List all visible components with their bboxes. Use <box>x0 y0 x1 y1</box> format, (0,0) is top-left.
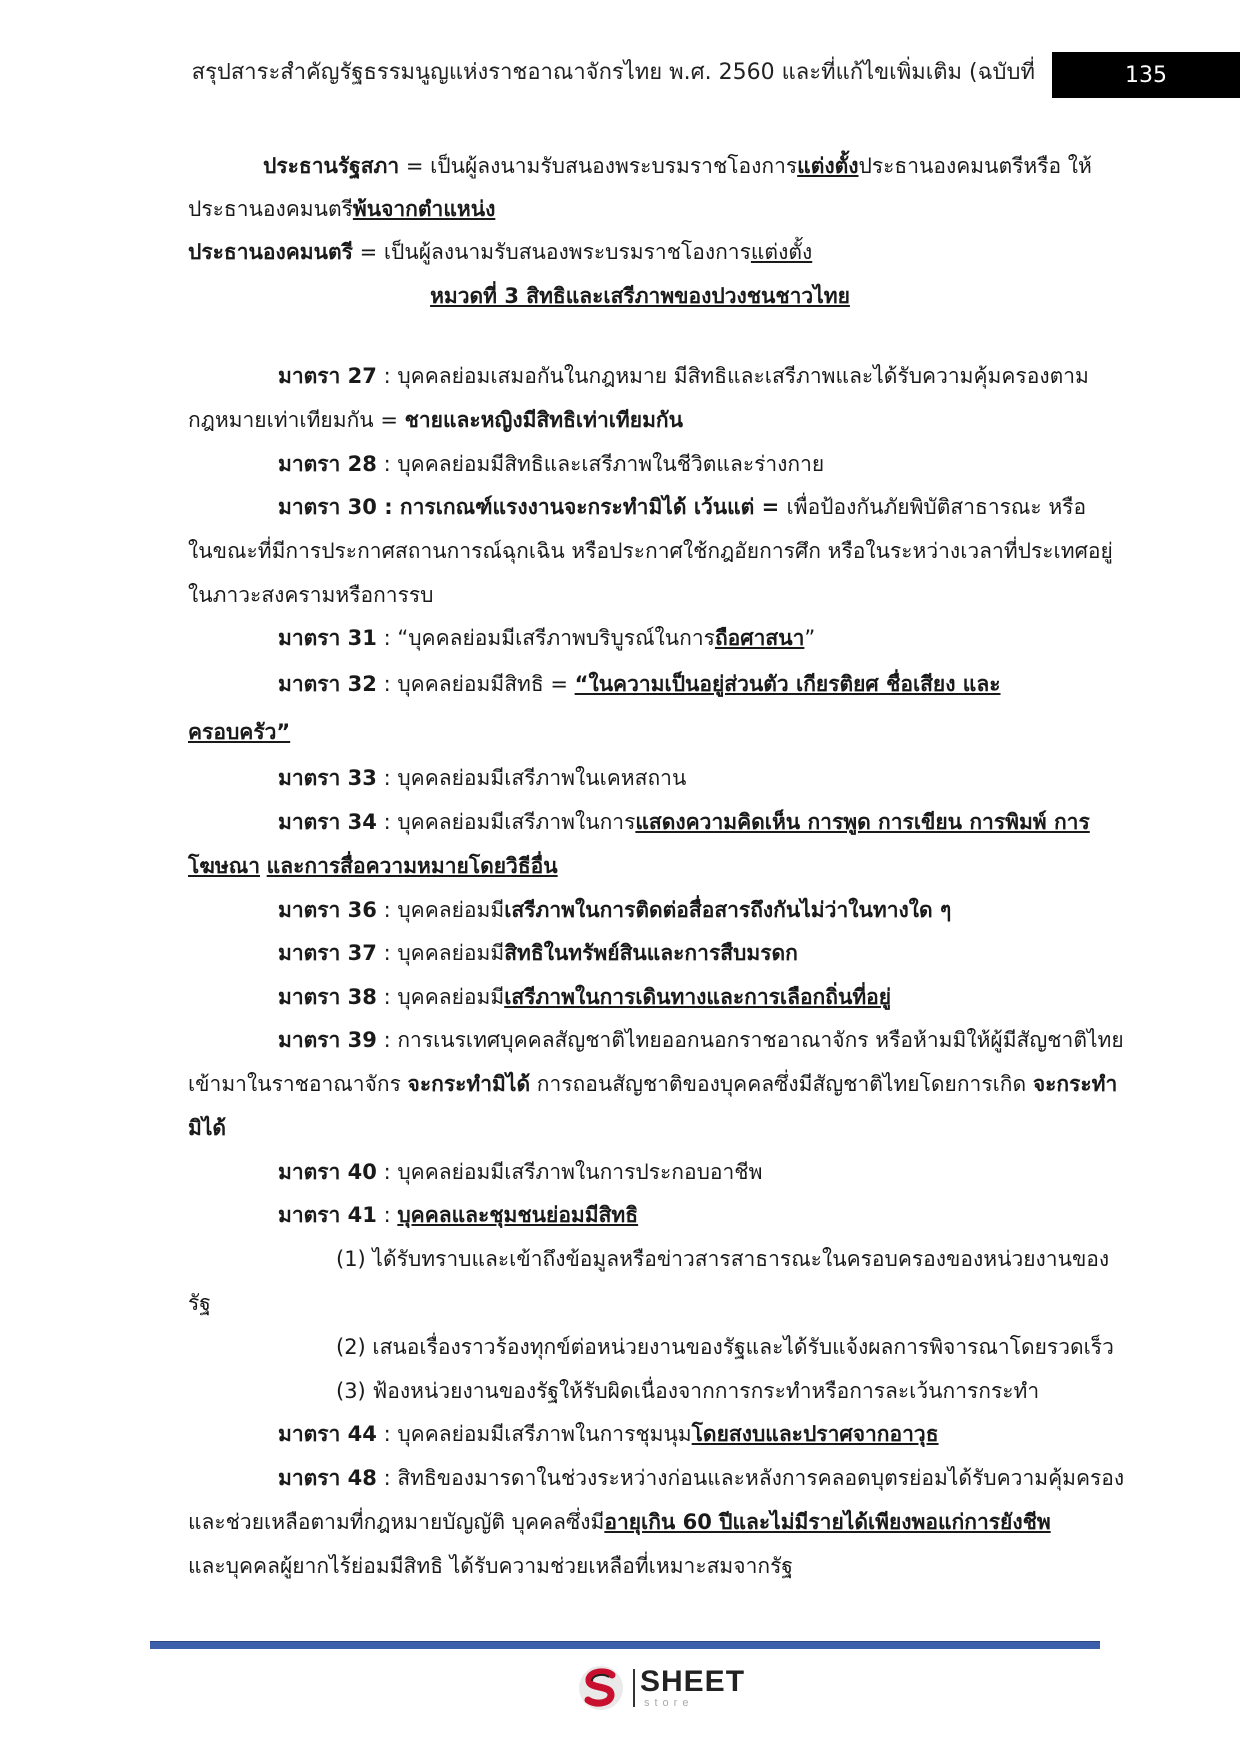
section-48: มาตรา 48 : สิทธิของมารดาในช่วงระหว่างก่อนและหลังการคลอดบุตรย่อมได้รับความคุ้มครอง <box>278 1466 1125 1490</box>
paragraph-president-parliament-cont: ประธานองคมนตรีพ้นจากตำแหน่ง <box>188 197 496 221</box>
sheet-logo-icon <box>576 1663 626 1713</box>
section-44: มาตรา 44 : บุคคลย่อมมีเสรีภาพในการชุมนุมโดยสงบและปราศจากอาวุธ <box>278 1422 939 1446</box>
page-number-box <box>1052 52 1240 98</box>
paragraph-president-parliament: ประธานรัฐสภา = เป็นผู้ลงนามรับสนองพระบรมราชโองการแต่งตั้งประธานองคมนตรีหรือ ให้ <box>263 154 1092 178</box>
section-41-item-1-cont: รัฐ <box>188 1291 211 1315</box>
section-36: มาตรา 36 : บุคคลย่อมมีเสรีภาพในการติดต่อสื่อสารถึงกันไม่ว่าในทางใด ๆ <box>278 898 952 922</box>
paragraph-privy-council: ประธานองคมนตรี = เป็นผู้ลงนามรับสนองพระบรมราชโองการแต่งตั้ง <box>188 240 813 264</box>
section-41-item-1: (1) ได้รับทราบและเข้าถึงข้อมูลหรือข่าวสารสาธารณะในครอบครองของหน่วยงานของ <box>336 1247 1110 1271</box>
sheet-store-logo <box>576 1663 746 1713</box>
section-30-cont1: ในขณะที่มีการประกาศสถานการณ์ฉุกเฉิน หรือประกาศใช้กฎอัยการศึก หรือในระหว่างเวลาที่ประเทศอยู่ <box>188 539 1113 563</box>
section-28: มาตรา 28 : บุคคลย่อมมีสิทธิและเสรีภาพในชีวิตและร่างกาย <box>278 452 825 476</box>
section-39: มาตรา 39 : การเนรเทศบุคคลสัญชาติไทยออกนอกราชอาณาจักร หรือห้ามมิให้ผู้มีสัญชาติไทย <box>278 1028 1124 1052</box>
section-41-item-2: (2) เสนอเรื่องราวร้องทุกข์ต่อหน่วยงานของรัฐและได้รับแจ้งผลการพิจารณาโดยรวดเร็ว <box>336 1335 1114 1359</box>
section-31: มาตรา 31 : “บุคคลย่อมมีเสรีภาพบริบูรณ์ในการถือศาสนา” <box>278 626 816 650</box>
section-34-cont: โฆษณา และการสื่อความหมายโดยวิธีอื่น <box>188 854 558 878</box>
term-label: ประธานรัฐสภา <box>263 154 400 178</box>
section-label: มาตรา 27 <box>278 364 377 388</box>
section-label: มาตรา 30 <box>278 495 377 519</box>
section-label: มาตรา 28 <box>278 452 377 476</box>
section-41-item-3: (3) ฟ้องหน่วยงานของรัฐให้รับผิดเนื่องจากการกระทำหรือการละเว้นการกระทำ <box>336 1379 1040 1403</box>
section-40: มาตรา 40 : บุคคลย่อมมีเสรีภาพในการประกอบอาชีพ <box>278 1160 763 1184</box>
section-34: มาตรา 34 : บุคคลย่อมมีเสรีภาพในการแสดงความคิดเห็น การพูด การเขียน การพิมพ์ การ <box>278 810 1090 834</box>
section-label: มาตรา 48 <box>278 1466 377 1490</box>
section-48-cont1: และช่วยเหลือตามที่กฎหมายบัญญัติ บุคคลซึ่งมีอายุเกิน 60 ปีและไม่มีรายได้เพียงพอแก่การยังชีพ <box>188 1510 1051 1534</box>
section-48-cont2: และบุคคลผู้ยากไร้ย่อมมีสิทธิ ได้รับความช่วยเหลือที่เหมาะสมจากรัฐ <box>188 1554 793 1578</box>
logo-subtext: store <box>644 1697 694 1709</box>
section-label: มาตรา 39 <box>278 1028 377 1052</box>
section-41: มาตรา 41 : บุคคลและชุมชนย่อมมีสิทธิ <box>278 1203 639 1227</box>
chapter-heading: หมวดที่ 3 สิทธิและเสรีภาพของปวงชนชาวไทย <box>430 284 850 308</box>
section-label: มาตรา 34 <box>278 810 377 834</box>
section-label: มาตรา 32 <box>278 672 377 696</box>
section-30-cont2: ในภาวะสงครามหรือการรบ <box>188 583 434 607</box>
section-30: มาตรา 30 : การเกณฑ์แรงงานจะกระทำมิได้ เว้นแต่ = เพื่อป้องกันภัยพิบัติสาธารณะ หรือ <box>278 495 1087 519</box>
section-label: มาตรา 40 <box>278 1160 377 1184</box>
document-title: สรุปสาระสำคัญรัฐธรรมนูญแห่งราชอาณาจักรไทย พ.ศ. 2560 และที่แก้ไขเพิ่มเติม (ฉบับที่ <box>191 60 1035 85</box>
section-39-cont2: มิได้ <box>188 1116 227 1140</box>
section-label: มาตรา 33 <box>278 766 377 790</box>
logo-separator <box>633 1669 635 1707</box>
page-header <box>0 52 1240 98</box>
section-label: มาตรา 41 <box>278 1203 377 1227</box>
section-label: มาตรา 37 <box>278 941 377 965</box>
section-label: มาตรา 31 <box>278 626 377 650</box>
logo-wordmark: SHEET <box>640 1665 746 1698</box>
section-37: มาตรา 37 : บุคคลย่อมมีสิทธิในทรัพย์สินและการสืบมรดก <box>278 941 798 965</box>
section-32: มาตรา 32 : บุคคลย่อมมีสิทธิ = “ในความเป็นอยู่ส่วนตัว เกียรติยศ ชื่อเสียง และ <box>278 672 1001 696</box>
page-number: 135 <box>1125 62 1167 88</box>
section-33: มาตรา 33 : บุคคลย่อมมีเสรีภาพในเคหสถาน <box>278 766 687 790</box>
term-label: ประธานองคมนตรี <box>188 240 353 264</box>
section-label: มาตรา 38 <box>278 985 377 1009</box>
section-27: มาตรา 27 : บุคคลย่อมเสมอกันในกฎหมาย มีสิทธิและเสรีภาพและได้รับความคุ้มครองตาม <box>278 364 1089 388</box>
section-32-cont: ครอบครัว” <box>188 720 291 744</box>
section-38: มาตรา 38 : บุคคลย่อมมีเสรีภาพในการเดินทางและการเลือกถิ่นที่อยู่ <box>278 985 892 1009</box>
section-27-cont: กฎหมายเท่าเทียมกัน = ชายและหญิงมีสิทธิเท่าเทียมกัน <box>188 408 683 432</box>
section-label: มาตรา 44 <box>278 1422 377 1446</box>
section-39-cont1: เข้ามาในราชอาณาจักร จะกระทำมิได้ การถอนสัญชาติของบุคคลซึ่งมีสัญชาติไทยโดยการเกิด จะกระทำ <box>188 1072 1118 1096</box>
section-label: มาตรา 36 <box>278 898 377 922</box>
footer-divider <box>150 1641 1100 1649</box>
